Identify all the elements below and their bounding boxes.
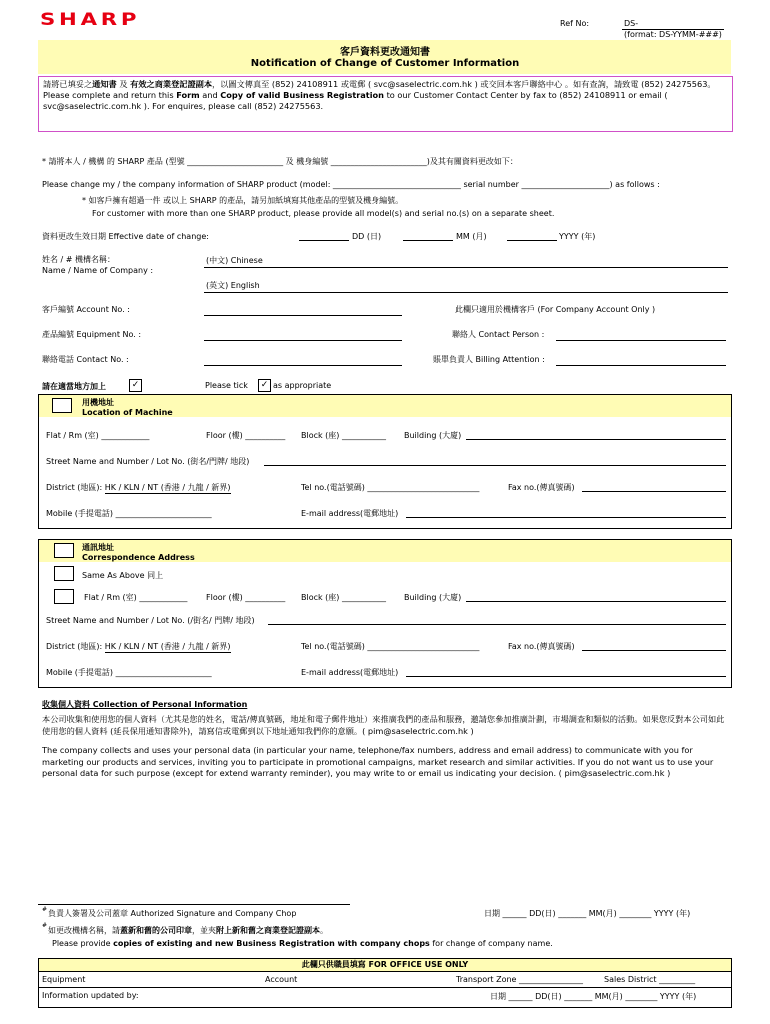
instructions-box [38, 76, 733, 132]
name-label-en: Name / Name of Company : [42, 266, 154, 275]
correspondence-street-field[interactable] [268, 624, 726, 625]
contact-no-label: 聯絡電話 Contact No. : [42, 355, 129, 364]
ref-format: (format: DS-YYMM-###) [624, 30, 722, 39]
name-english-field[interactable] [204, 292, 728, 293]
contact-person-field[interactable] [556, 340, 726, 341]
office-divider [39, 987, 731, 988]
instructions-zh: 請將已填妥之通知書 及 有效之商業登記證副本，以圖文傳真至 (852) 24108911 或電郵 ( svc@saselectric.com.hk ) 或交回本客戶聯絡中心 。如有查詢，請致電 (852) 24275563。 [43, 79, 716, 89]
office-transport-zone: Transport Zone ________________ [456, 975, 583, 984]
effective-mm-field[interactable] [403, 240, 453, 241]
correspondence-street: Street Name and Number / Lot No. (/街名/ 門牌/ 地段) [46, 616, 255, 625]
correspondence-block: Block (座) ___________ [301, 593, 386, 602]
location-block: Block (座) ___________ [301, 431, 386, 440]
new-address-checkbox[interactable] [54, 589, 74, 604]
location-fax: Fax no.(傳真號碼) [508, 483, 575, 492]
effective-mm: MM (月) [456, 232, 487, 241]
name-chinese-label: (中文) Chinese [206, 256, 263, 265]
sharp-logo: SHARP [40, 10, 141, 30]
same-as-above-checkbox[interactable] [54, 566, 74, 581]
tick-sample-icon: ✓ [129, 379, 142, 392]
correspondence-title-zh: 通訊地址 [82, 543, 114, 552]
multi-product-en: For customer with more than one SHARP product, please provide all model(s) and serial no.(s) on a separate sheet. [92, 209, 555, 218]
same-as-above-label: Same As Above 同上 [82, 571, 164, 580]
effective-date-label: 資料更改生效日期 Effective date of change: [42, 232, 209, 241]
office-date: 日期 ______ DD(日) _______ MM(月) ________ YYYY (年) [490, 992, 697, 1001]
hash-mark: # [42, 906, 48, 913]
account-no-label: 客戶編號 Account No. : [42, 305, 130, 314]
multi-product-zh: * 如客戶擁有超過一件 或以上 SHARP 的產品，請另加紙填寫其他產品的型號及機身編號。 [82, 196, 404, 205]
correspondence-district: District (地區): HK / KLN / NT (香港 / 九龍 / 新界) [46, 642, 231, 651]
correspondence-floor: Floor (樓) __________ [206, 593, 286, 602]
correspondence-flat: Flat / Rm (室) ____________ [84, 593, 188, 602]
title-zh: 客戶資料更改通知書 [340, 47, 430, 58]
location-fax-field[interactable] [582, 491, 726, 492]
equipment-no-label: 產品編號 Equipment No. : [42, 330, 142, 339]
correspondence-fax: Fax no.(傳真號碼) [508, 642, 575, 651]
location-tel: Tel no.(電話號碼) ____________________________ [301, 483, 480, 492]
location-flat: Flat / Rm (室) ____________ [46, 431, 150, 440]
location-title-zh: 用機地址 [82, 398, 114, 407]
location-building-field[interactable] [466, 439, 726, 440]
contact-person-label: 聯絡人 Contact Person : [452, 330, 545, 339]
tick-sample-icon-2: ✓ [258, 379, 271, 392]
location-mobile: Mobile (手提電話) ________________________ [46, 509, 212, 518]
name-english-label: (英文) English [206, 281, 260, 290]
company-only-note: 此欄只適用於機構客戶 (For Company Account Only ) [455, 305, 656, 314]
account-no-field[interactable] [204, 315, 402, 316]
office-updated-by: Information updated by: [42, 991, 139, 1000]
tick-note-en: Please tick [205, 381, 248, 390]
effective-yyyy-field[interactable] [507, 240, 557, 241]
tick-note-en-2: as appropriate [273, 381, 332, 390]
name-label-zh: 姓名 / # 機構名稱： [42, 255, 116, 264]
correspondence-tel: Tel no.(電話號碼) ____________________________ [301, 642, 480, 651]
correspondence-mobile: Mobile (手提電話) ________________________ [46, 668, 212, 677]
ref-label: Ref No: [560, 19, 590, 28]
billing-attention-field[interactable] [556, 365, 726, 366]
correspondence-email-field[interactable] [406, 676, 726, 677]
correspondence-email: E-mail address(電郵地址) [301, 668, 399, 677]
personal-info-heading: 收集個人資料 Collection of Personal Information [42, 700, 248, 709]
location-district: District (地區): HK / KLN / NT (香港 / 九龍 / 新界) [46, 483, 231, 492]
office-use-header: 此欄只供職員填寫 FOR OFFICE USE ONLY [301, 960, 469, 969]
name-change-note-zh: 如更改機構名稱，請蓋新和舊的公司印章，並夾附上新和舊之商業登記證副本。 [48, 926, 328, 935]
personal-info-en: The company collects and uses your personal data (in particular your name, telephone/fax numbers, address and email address) to communicate with you for marketing our products and services, inviting you to participate in promotional campaigns, market research and similar activities. If you do not want us to use your personal data for such purpose (except for extend warranty reminder), you may write to or email us indicating your decision. ( pim@saselectric.com.hk ) [42, 745, 714, 778]
location-email-field[interactable] [406, 517, 726, 518]
location-building: Building (大廈) [404, 431, 462, 440]
request-zh: * 請將本人 / 機構 的 SHARP 產品 (型號 ________________________ 及 機身編號 ________________________)及其有關資料更改如下： [42, 157, 518, 166]
office-account: Account [265, 975, 298, 984]
signature-field[interactable] [38, 904, 350, 905]
location-email: E-mail address(電郵地址) [301, 509, 399, 518]
location-floor: Floor (樓) __________ [206, 431, 286, 440]
office-sales-district: Sales District _________ [604, 975, 696, 984]
name-chinese-field[interactable] [204, 267, 728, 268]
correspondence-title-en: Correspondence Address [82, 553, 195, 562]
office-equipment: Equipment [42, 975, 86, 984]
correspondence-fax-field[interactable] [582, 650, 726, 651]
ref-value: DS- [624, 19, 639, 28]
location-checkbox[interactable] [52, 398, 72, 413]
correspondence-building-field[interactable] [466, 601, 726, 602]
effective-yyyy: YYYY (年) [559, 232, 596, 241]
correspondence-building: Building (大廈) [404, 593, 462, 602]
signature-date: 日期 ______ DD(日) _______ MM(月) ________ YYYY (年) [484, 909, 691, 918]
contact-no-field[interactable] [204, 365, 402, 366]
location-title-en: Location of Machine [82, 408, 173, 417]
correspondence-checkbox[interactable] [54, 543, 74, 558]
title-en: Notification of Change of Customer Information [250, 58, 520, 69]
signature-label: 負責人簽署及公司蓋章 Authorized Signature and Company Chop [48, 909, 297, 918]
location-street: Street Name and Number / Lot No. (街名/門牌/ 地段) [46, 457, 250, 466]
instructions-en: Please complete and return this Form and Copy of valid Business Registration to our Customer Contact Center by fax to (852) 24108911 or email ( svc@saselectric.com.hk ). For enquires, please call (852) 24275563. [43, 90, 668, 111]
billing-attention-label: 賬單負責人 Billing Attention : [433, 355, 545, 364]
name-change-note-en: Please provide copies of existing and new Business Registration with company chops for change of company name. [52, 939, 553, 948]
personal-info-zh: 本公司收集和使用您的個人資料（尤其是您的姓名，電話/傳真號碼，地址和電子郵件地址）來推廣我們的產品和服務，邀請您參加推廣計劃，市場調查和類似的活動。如果您反對本公司如此使用您的個人資料 (延長保用通知書除外)，請寫信或電郵到以下地址通知我們你的意願。( pim@saselectric.com.hk ) [42, 714, 725, 736]
hash-mark-2: # [42, 922, 48, 929]
equipment-no-field[interactable] [204, 340, 402, 341]
request-en: Please change my / the company information of SHARP product (model: ________________________________ serial number ______________________) as follows : [42, 180, 660, 189]
effective-dd-field[interactable] [299, 240, 349, 241]
effective-dd: DD (日) [352, 232, 382, 241]
location-street-field[interactable] [264, 465, 726, 466]
tick-note-zh: 請在適當地方加上 [42, 382, 106, 391]
